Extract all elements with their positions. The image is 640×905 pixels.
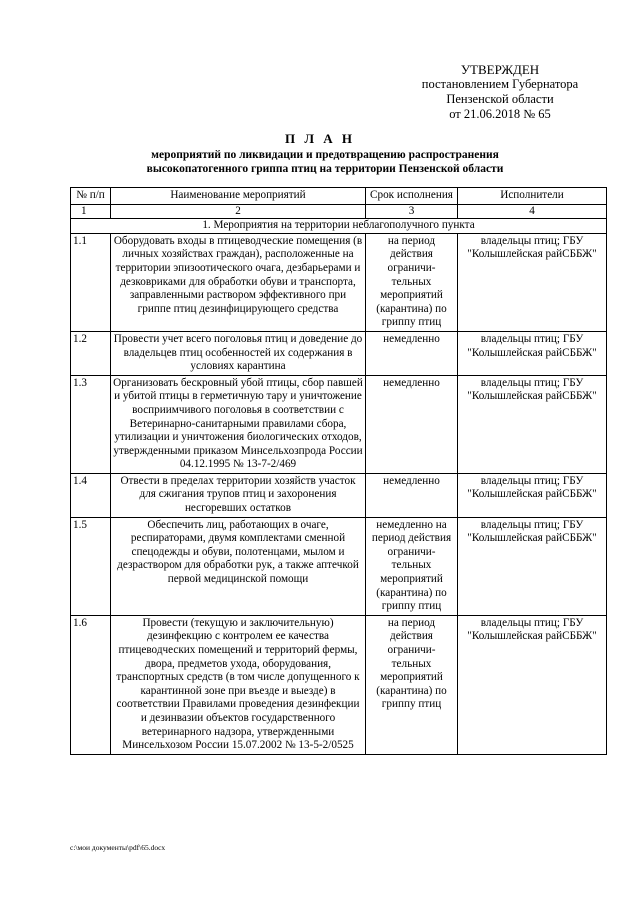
table-row [71,233,607,331]
row-term: немедленно [366,331,458,375]
plan-subtitle [80,148,570,176]
table-row [71,517,607,615]
row-measure: Организовать бескровный убой птицы, сбор павшей и убитой птицы в герметичную тару и уничтожение восприимчивого поголовья в соответствии с Ветеринарно-санитарными правилами сбора, утилизации и уничтожения биологических отходов, утвержденными приказом Минсельхозпрода России 04.12.1995 № 13-7-2/469 [111,375,366,473]
row-executors: владельцы птиц; ГБУ "Колышлейская райСББЖ" [458,615,607,754]
row-term: на период действия ограничи-тельных мероприятий (карантина) по гриппу птиц [366,615,458,754]
row-term: на период действия ограничи-тельных мероприятий (карантина) по гриппу птиц [366,233,458,331]
plan-subtitle-line-2: высокопатогенного гриппа птиц на территории Пензенской области [146,163,504,175]
row-term: немедленно [366,473,458,517]
column-index: 4 [458,204,607,219]
row-number: 1.6 [71,615,111,754]
plan-title: П Л А Н [284,131,356,146]
row-measure: Провести учет всего поголовья птиц и доведение до владельцев птиц особенностей их содержания в условиях карантина [111,331,366,375]
column-index-row [71,204,607,219]
table-row [71,615,607,754]
row-number: 1.4 [71,473,111,517]
header-term: Срок исполнения [366,188,458,205]
row-executors: владельцы птиц; ГБУ "Колышлейская райСББЖ" [458,517,607,615]
row-number: 1.1 [71,233,111,331]
column-index: 1 [71,204,111,219]
column-index: 3 [366,204,458,219]
approval-line-2: Пензенской области [446,92,554,106]
section-row [71,219,607,234]
header-exec: Исполнители [458,188,607,205]
row-executors: владельцы птиц; ГБУ "Колышлейская райСББЖ" [458,375,607,473]
table-row [71,375,607,473]
row-term: немедленно [366,375,458,473]
row-executors: владельцы птиц; ГБУ "Колышлейская райСББЖ" [458,473,607,517]
row-executors: владельцы птиц; ГБУ "Колышлейская райСББЖ" [458,331,607,375]
row-measure: Провести (текущую и заключительную) дезинфекцию с контролем ее качества птицеводческих помещений и территорий фермы, двора, предметов ухода, оборудования, транспортных средств (в том числе допущенного к карантинной зоне при въезде и выезде) в соответствии Правилами проведения дезинфекции и дезинвазии объектов государственного ветеринарного надзора, утвержденными Минсельхозом России 15.07.2002 № 13-5-2/0525 [111,615,366,754]
row-number: 1.2 [71,331,111,375]
row-term: немедленно на период действия ограничи-тельных мероприятий (карантина) по гриппу птиц [366,517,458,615]
header-num: № п/п [71,188,111,205]
row-number: 1.5 [71,517,111,615]
table-row [71,473,607,517]
row-executors: владельцы птиц; ГБУ "Колышлейская райСББЖ" [458,233,607,331]
row-measure: Оборудовать входы в птицеводческие помещения (в личных хозяйствах граждан), расположенные на территории эпизоотического очага, дезбарьерами и дезковриками для обработки обуви и транспорта, заправленными раствором эффективного при гриппе птиц дезинфицирующего средства [111,233,366,331]
row-measure: Обеспечить лиц, работающих в очаге, респираторами, двумя комплектами сменной спецодежды и обуви, полотенцами, мылом и дезраствором для обработки рук, а также аптечкой первой медицинской помощи [111,517,366,615]
table-header-row [71,188,607,205]
measures-table [70,187,607,755]
row-number: 1.3 [71,375,111,473]
file-path-footer: c:\мои документы\pdf\65.docx [70,843,166,852]
approval-date: от 21.06.2018 № 65 [449,107,551,121]
header-name: Наименование мероприятий [111,188,366,205]
table-row [71,331,607,375]
column-index: 2 [111,204,366,219]
plan-subtitle-line-1: мероприятий по ликвидации и предотвращению распространения [151,149,499,161]
approval-title: УТВЕРЖДЕН [460,62,540,77]
approval-line-1: постановлением Губернатора [421,77,579,91]
section-title: 1. Мероприятия на территории неблагополучного пункта [71,219,607,234]
row-measure: Отвести в пределах территории хозяйств участок для сжигания трупов птиц и захоронения несгоревших остатков [111,473,366,517]
approval-block [395,62,605,122]
